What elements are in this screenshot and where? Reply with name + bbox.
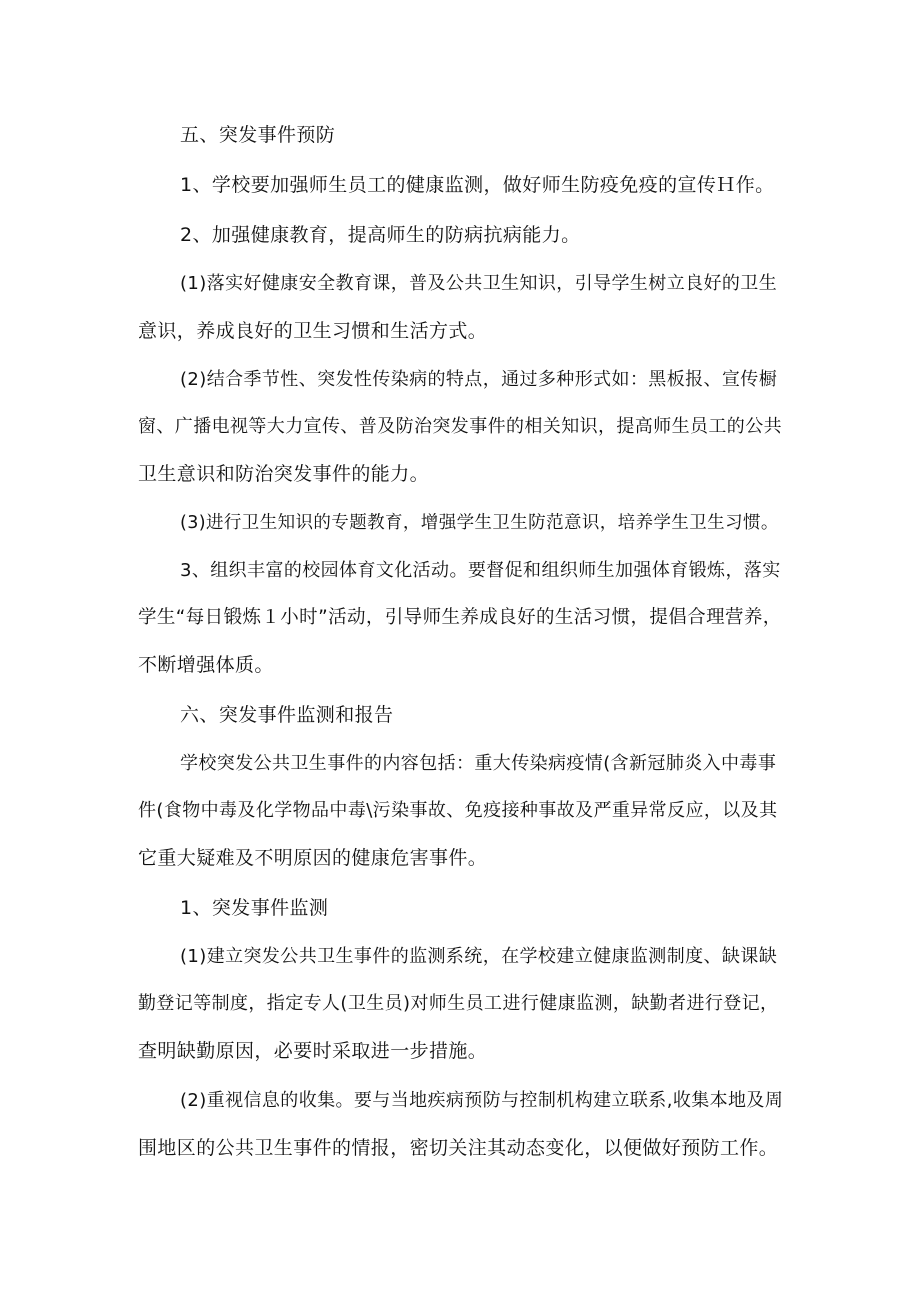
- paragraph-line: (2)结合季节性、突发性传染病的特点，通过多种形式如：黑板报、宣传橱: [180, 369, 778, 390]
- paragraph-line: 件(食物中毒及化学物品中毒\污染事故、免疫接种事故及严重异常反应，以及其: [138, 800, 778, 821]
- paragraph-line: (3)进行卫生知识的专题教育，增强学生卫生防范意识，培养学生卫生习惯。: [180, 513, 779, 533]
- paragraph-line: 勤登记等制度，指定专人(卫生员)对师生员工进行健康监测，缺勤者进行登记，: [138, 993, 779, 1014]
- paragraph-line: 它重大疑难及不明原因的健康危害事件。: [138, 847, 488, 869]
- subsection-heading: 1、突发事件监测: [180, 897, 329, 919]
- paragraph-line: 1、学校要加强师生员工的健康监测，做好师生防疫免疫的宣传Ｈ作。: [180, 174, 775, 196]
- paragraph-line: 2、加强健康教育，提高师生的防病抗病能力。: [180, 224, 581, 246]
- paragraph-line: (1)落实好健康安全教育课，普及公共卫生知识，引导学生树立良好的卫生: [180, 273, 778, 294]
- paragraph-line: 学生“每日锻炼１小时”活动，引导师生养成良好的生活习惯，提倡合理营养，: [138, 607, 782, 628]
- paragraph-line: 窗、广播电视等大力宣传、普及防治突发事件的相关知识，提高师生员工的公共: [138, 416, 782, 437]
- paragraph-line: 围地区的公共卫生事件的情报，密切关注其动态变化，以便做好预防工作。: [138, 1137, 779, 1159]
- paragraph-line: (2)重视信息的收集。要与当地疾病预防与控制机构建立联系,收集本地及周: [180, 1090, 784, 1111]
- section-heading-five: 五、突发事件预防: [180, 124, 336, 146]
- paragraph-line: 查明缺勤原因，必要时采取进一步措施。: [138, 1040, 488, 1062]
- paragraph-line: 意识，养成良好的卫生习惯和生活方式。: [138, 320, 488, 342]
- paragraph-line: 不断增强体质。: [138, 654, 274, 676]
- paragraph-line: (1)建立突发公共卫生事件的监测系统，在学校建立健康监测制度、缺课缺: [180, 946, 778, 967]
- paragraph-line: 卫生意识和防治突发事件的能力。: [138, 463, 430, 485]
- paragraph-line: 3、组织丰富的校园体育文化活动。要督促和组织师生加强体育锻炼，落实: [180, 560, 781, 581]
- paragraph-line: 学校突发公共卫生事件的内容包括：重大传染病疫情(含新冠肺炎入中毒事: [180, 753, 777, 774]
- section-heading-six: 六、突发事件监测和报告: [180, 704, 394, 726]
